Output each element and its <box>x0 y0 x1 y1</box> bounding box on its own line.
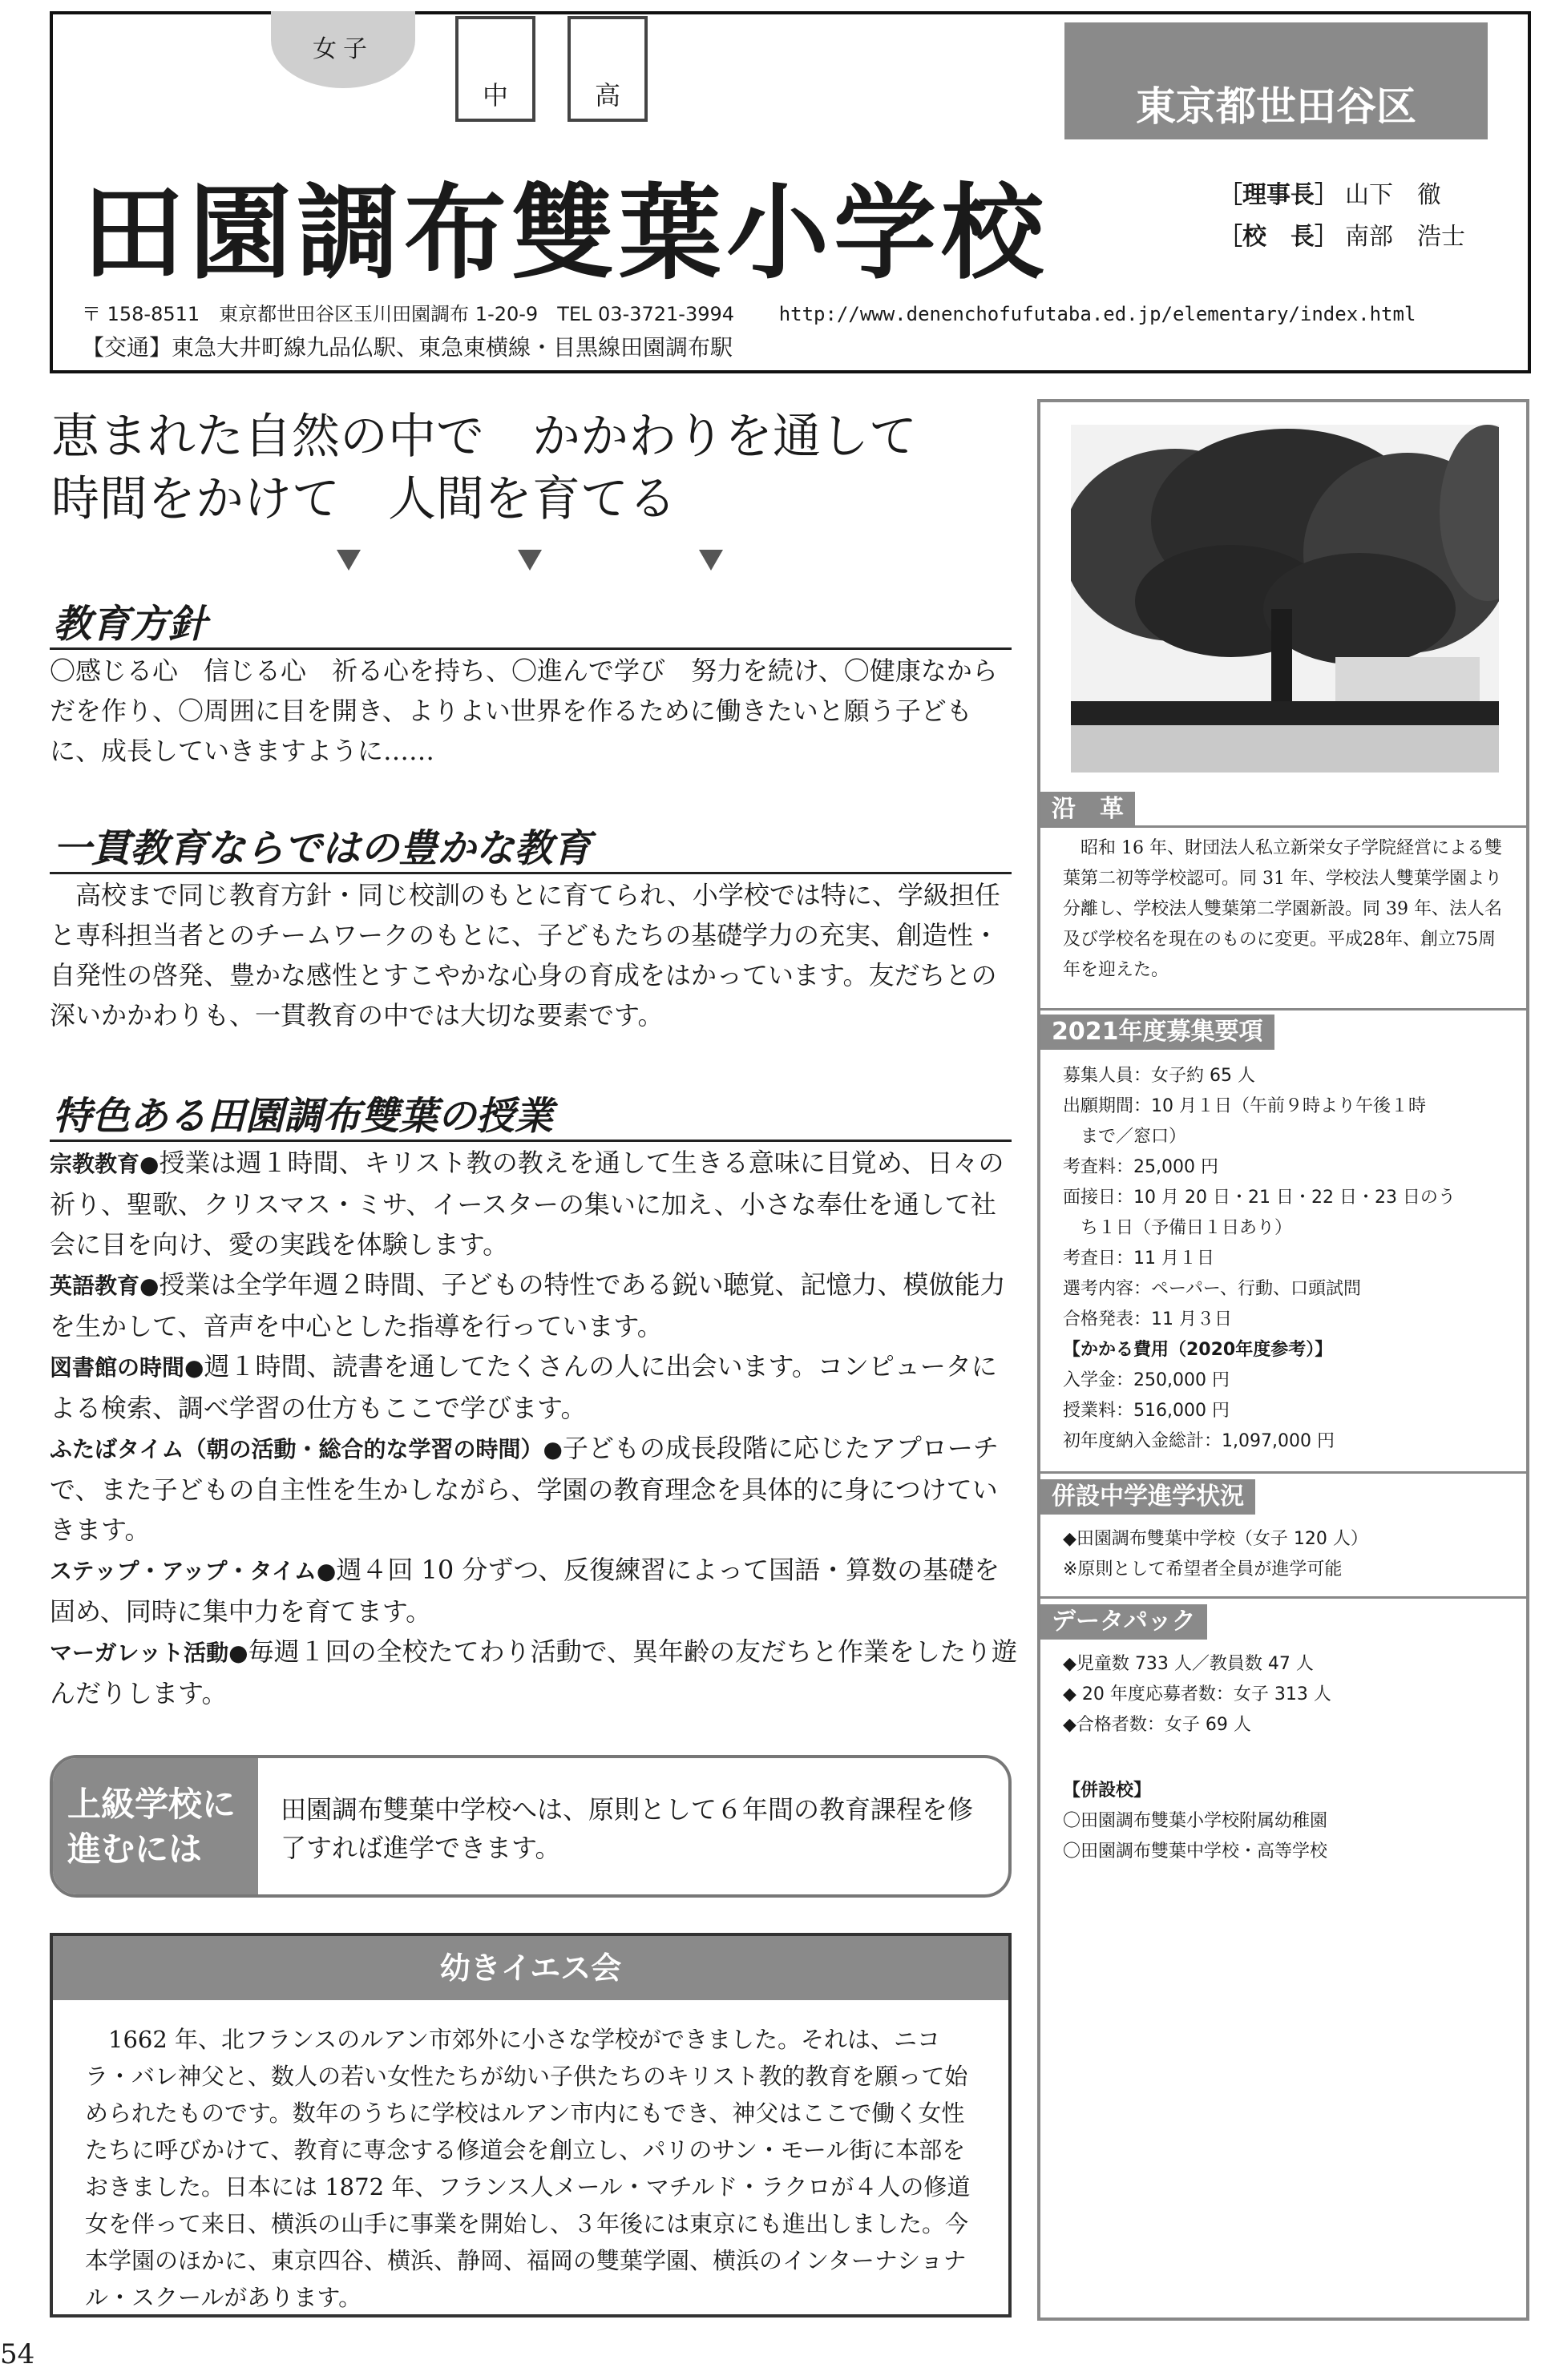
girls-school-tag: 女子 <box>271 11 415 88</box>
history-heading: 沿 革 <box>1040 792 1135 827</box>
divider <box>1040 1596 1526 1599</box>
access-info: 【交通】東急大井町線九品仏駅、東急東横線・目黒線田園調布駅 <box>82 334 733 361</box>
down-arrow-icon <box>518 550 542 571</box>
history-text: 昭和 16 年、財団法人私立新栄女子学院経営による雙葉第二初等学校認可。同 31 年、学校法人雙葉学園より分離し、学校法人雙葉第二学園新設。同 39 年、法人名及び学校名を現在のものに変更。平成28年、創立75周年を迎えた。 <box>1063 838 1502 980</box>
affiliated-line: 〇田園調布雙葉中学校・高等学校 <box>1063 1841 1328 1862</box>
recruit-line: 考査料：25,000 円 <box>1063 1157 1218 1177</box>
school-heads <box>1218 175 1465 258</box>
catch-copy <box>51 405 917 530</box>
divider <box>50 872 1012 874</box>
recruit-line: 面接日：10 月 20 日・21 日・22 日・23 日のう <box>1063 1188 1456 1208</box>
address-line <box>82 298 1416 326</box>
class-item-step-up <box>50 1550 1020 1632</box>
data-line: ◆ 20 年度応募者数：女子 313 人 <box>1063 1684 1331 1704</box>
recruit-details <box>1063 1061 1512 1457</box>
advance-line: ◆田園調布雙葉中学校（女子 120 人） <box>1063 1529 1368 1549</box>
principal-row <box>1218 216 1465 258</box>
jesus-society-title: 幼きイエス会 <box>53 1936 1008 2000</box>
class-text: 子どもの成長段階に応じたアプローチで、また子どもの自主性を生かしながら、学園の教育理念を具体的に身につけていきます。 <box>50 1433 999 1545</box>
upper-school-label-line: 進むには <box>67 1829 203 1869</box>
recruit-line: 合格発表：11 月３日 <box>1063 1309 1232 1329</box>
school-header <box>50 11 1531 373</box>
class-text: 授業は週１時間、キリスト教の教えを通して生きる意味に目覚め、日々の祈り、聖歌、クリスマス・ミサ、イースターの集いに加え、小さな奉仕を通して社会に目を向け、愛の実践を体験します。 <box>50 1148 1004 1260</box>
recruit-line: ち１日（予備日１日あり） <box>1063 1218 1293 1238</box>
principal-name: 南部 浩士 <box>1345 223 1465 251</box>
recruit-line: 選考内容：ペーパー、行動、口頭試問 <box>1063 1279 1362 1299</box>
advance-heading: 併設中学進学状況 <box>1040 1479 1255 1515</box>
cost-heading: 【かかる費用（2020年度参考）】 <box>1063 1340 1333 1360</box>
chairman-label: ［理事長］ <box>1218 181 1339 209</box>
high-school-tag: 高 <box>568 16 648 122</box>
cost-line: 初年度納入金総計：1,097,000 円 <box>1063 1431 1335 1451</box>
affiliated-line: 〇田園調布雙葉小学校附属幼稚園 <box>1063 1811 1328 1831</box>
advance-details <box>1063 1524 1512 1585</box>
divider <box>1040 1008 1526 1010</box>
class-label: ステップ・アップ・タイム● <box>50 1558 337 1584</box>
chairman-row <box>1218 175 1465 216</box>
upper-school-label <box>53 1758 258 1894</box>
upper-school-box <box>50 1755 1012 1898</box>
catch-line-2: 時間をかけて 人間を育てる <box>51 471 677 527</box>
class-label: 宗教教育● <box>50 1151 160 1177</box>
class-label: ふたばタイム（朝の活動・総合的な学習の時間）● <box>50 1436 563 1462</box>
side-info-panel <box>1037 399 1529 2321</box>
class-item-margaret <box>50 1632 1020 1713</box>
class-item-library <box>50 1346 1020 1428</box>
jesus-society-text: 1662 年、北フランスのルアン市郊外に小さな学校ができました。それは、ニコラ・バレ神父と、数人の若い女性たちが幼い子供たちのキリスト教的教育を願って始められたものです。数年のうちに学校はルアン市内にもでき、神父はここで働く女性たちに呼びかけて、教育に専念する修道会を創立し、パリのサン・モール街に本部をおきました。日本には 1872 年、フランス人メール・マチルド・ラクロが４人の修道女を伴って来日、横浜の山手に事業を開始し、３年後には東京にも進出しました。今本学園のほかに、東京四谷、横浜、静岡、福岡の雙葉学園、横浜のインターナショナル・スクールがあります。 <box>85 2026 971 2311</box>
affiliated-heading: 【併設校】 <box>1063 1781 1152 1801</box>
divider <box>50 1140 1012 1142</box>
consistent-education-text: 高校まで同じ教育方針・同じ校訓のもとに育てられ、小学校では特に、学級担任と専科担当者とのチームワークのもとに、子どもたちの基礎学力の充実、創造性・自発性の啓発、豊かな感性とすこやかな心身の育成をはかっています。友だちとの深いかかわりも、一貫教育の中では大切な要素です。 <box>50 880 1000 1031</box>
recruit-line: まで／窓口） <box>1063 1127 1187 1147</box>
down-arrow-icon <box>337 550 361 571</box>
policy-text: 〇感じる心 信じる心 祈る心を持ち、〇進んで学び 努力を続け、〇健康なからだを作り、〇周囲に目を開き、よりよい世界を作るために働きたいと願う子どもに、成長していきますように…… <box>50 656 998 766</box>
advance-line: ※原則として希望者全員が進学可能 <box>1063 1559 1343 1579</box>
classes-list <box>50 1143 1020 1713</box>
down-arrow-icon <box>699 550 723 571</box>
recruit-line: 出願期間：10 月１日（午前９時より午後１時 <box>1063 1096 1426 1116</box>
divider <box>1040 825 1526 828</box>
recruit-line: 募集人員：女子約 65 人 <box>1063 1066 1255 1086</box>
data-line: ◆合格者数：女子 69 人 <box>1063 1715 1251 1735</box>
data-line: ◆児童数 733 人／教員数 47 人 <box>1063 1654 1314 1674</box>
school-name: 田園調布雙葉小学校 <box>82 174 1049 293</box>
class-text: 週４回 10 分ずつ、反復練習によって国語・算数の基礎を固め、同時に集中力を育てます。 <box>50 1555 1000 1627</box>
consistent-education-heading: 一貫教育ならではの豊かな教育 <box>50 817 1012 873</box>
class-item-religion <box>50 1143 1020 1265</box>
class-label: 図書館の時間● <box>50 1354 204 1381</box>
chairman-name: 山下 徹 <box>1345 181 1441 209</box>
policy-heading: 教育方針 <box>50 593 1012 648</box>
cost-line: 授業料：516,000 円 <box>1063 1401 1230 1421</box>
affiliated-schools <box>1063 1776 1512 1867</box>
upper-school-text: 田園調布雙葉中学校へは、原則として６年間の教育課程を修了すれば進学できます。 <box>281 1794 974 1863</box>
divider <box>50 647 1012 650</box>
website-link[interactable]: http://www.denenchofufutaba.ed.jp/elementary/index.html <box>778 303 1416 325</box>
region-label: 東京都世田谷区 <box>1064 22 1488 139</box>
class-label: 英語教育● <box>50 1273 160 1299</box>
upper-school-label-line: 上級学校に <box>67 1785 236 1824</box>
class-item-futaba-time <box>50 1428 1020 1550</box>
class-text: 授業は全学年週２時間、子どもの特性である鋭い聴覚、記憶力、模倣能力を生かして、音声を中心とした指導を行っています。 <box>50 1269 1006 1341</box>
principal-label: ［校 長］ <box>1218 223 1339 251</box>
recruit-heading: 2021年度募集要項 <box>1040 1015 1274 1050</box>
cost-line: 入学金：250,000 円 <box>1063 1370 1230 1390</box>
catch-line-1: 恵まれた自然の中で かかわりを通して <box>51 409 917 465</box>
recruit-line: 考査日：11 月１日 <box>1063 1248 1214 1269</box>
jesus-society-box <box>50 1933 1012 2317</box>
class-label: マーガレット活動● <box>50 1640 248 1666</box>
address: 〒 158-8511 東京都世田谷区玉川田園調布 1-20-9 TEL 03-3721-3994 <box>82 303 735 325</box>
class-text: 毎週１回の全校たてわり活動で、異年齢の友だちと作業をしたり遊んだりします。 <box>50 1636 1017 1708</box>
school-tree-photo <box>1071 425 1499 772</box>
page-number: 54 <box>0 2338 35 2370</box>
divider <box>1040 1471 1526 1474</box>
data-pack-heading: データパック <box>1040 1604 1207 1640</box>
class-item-english <box>50 1265 1020 1346</box>
class-text: 週１時間、読書を通してたくさんの人に出会います。コンピュータによる検索、調べ学習の仕方もここで学びます。 <box>50 1351 997 1423</box>
data-pack-details <box>1063 1649 1512 1741</box>
classes-heading: 特色ある田園調布雙葉の授業 <box>50 1085 1012 1140</box>
middle-school-tag: 中 <box>455 16 535 122</box>
